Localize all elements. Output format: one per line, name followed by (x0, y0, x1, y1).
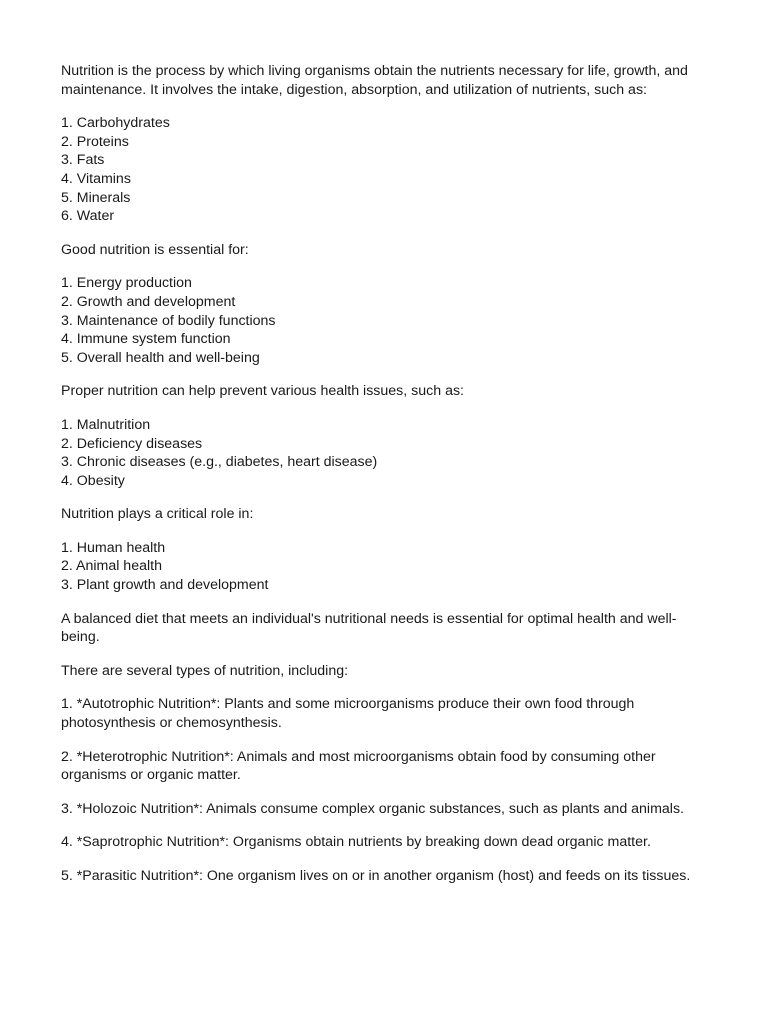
list-item: 1. Carbohydrates (61, 115, 170, 132)
role-list (61, 539, 711, 595)
document-page (61, 62, 711, 901)
essential-heading: Good nutrition is essential for: (61, 241, 249, 258)
list-item: 3. Plant growth and development (61, 577, 269, 594)
nutrition-type-parasitic: 5. *Parasitic Nutrition*: One organism lives on or in another organism (host) and feeds on its tissues. (61, 868, 691, 884)
list-item: 2. Animal health (61, 558, 162, 575)
list-item: 1. Human health (61, 539, 166, 556)
list-item: 1. Energy production (61, 275, 192, 292)
types-heading: There are several types of nutrition, including: (61, 662, 349, 679)
nutrition-type-heterotrophic: 2. *Heterotrophic Nutrition*: Animals and most microorganisms obtain food by consuming other organisms or organic matter. (61, 748, 656, 784)
list-item: 5. Overall health and well-being (61, 349, 260, 366)
balanced-diet-paragraph: A balanced diet that meets an individual's nutritional needs is essential for optimal health and well-being. (61, 610, 677, 646)
list-item: 3. Chronic diseases (e.g., diabetes, heart disease) (61, 454, 378, 471)
list-item: 5. Minerals (61, 189, 131, 206)
nutrients-list (61, 114, 711, 226)
list-item: 6. Water (61, 208, 115, 225)
prevent-heading: Proper nutrition can help prevent various health issues, such as: (61, 383, 464, 400)
list-item: 2. Proteins (61, 133, 129, 150)
list-item: 3. Fats (61, 152, 105, 169)
prevent-list (61, 416, 711, 490)
nutrition-type-holozoic: 3. *Holozoic Nutrition*: Animals consume complex organic substances, such as plants and animals. (61, 800, 684, 817)
essential-list (61, 274, 711, 367)
intro-paragraph: Nutrition is the process by which living organisms obtain the nutrients necessary for life, growth, and maintenance. It involves the intake, digestion, absorption, and utilization of nutrients, such as: (61, 63, 688, 98)
list-item: 2. Deficiency diseases (61, 435, 203, 452)
list-item: 4. Obesity (61, 472, 125, 489)
nutrition-type-saprotrophic: 4. *Saprotrophic Nutrition*: Organisms obtain nutrients by breaking down dead organic matter. (61, 834, 651, 851)
list-item: 4. Immune system function (61, 331, 231, 348)
list-item: 4. Vitamins (61, 170, 131, 187)
list-item: 1. Malnutrition (61, 416, 151, 433)
role-heading: Nutrition plays a critical role in: (61, 506, 254, 523)
list-item: 2. Growth and development (61, 293, 236, 310)
nutrition-type-autotrophic: 1. *Autotrophic Nutrition*: Plants and some microorganisms produce their own food through photosynthesis or chemosynthesis. (61, 696, 635, 732)
list-item: 3. Maintenance of bodily functions (61, 312, 276, 329)
